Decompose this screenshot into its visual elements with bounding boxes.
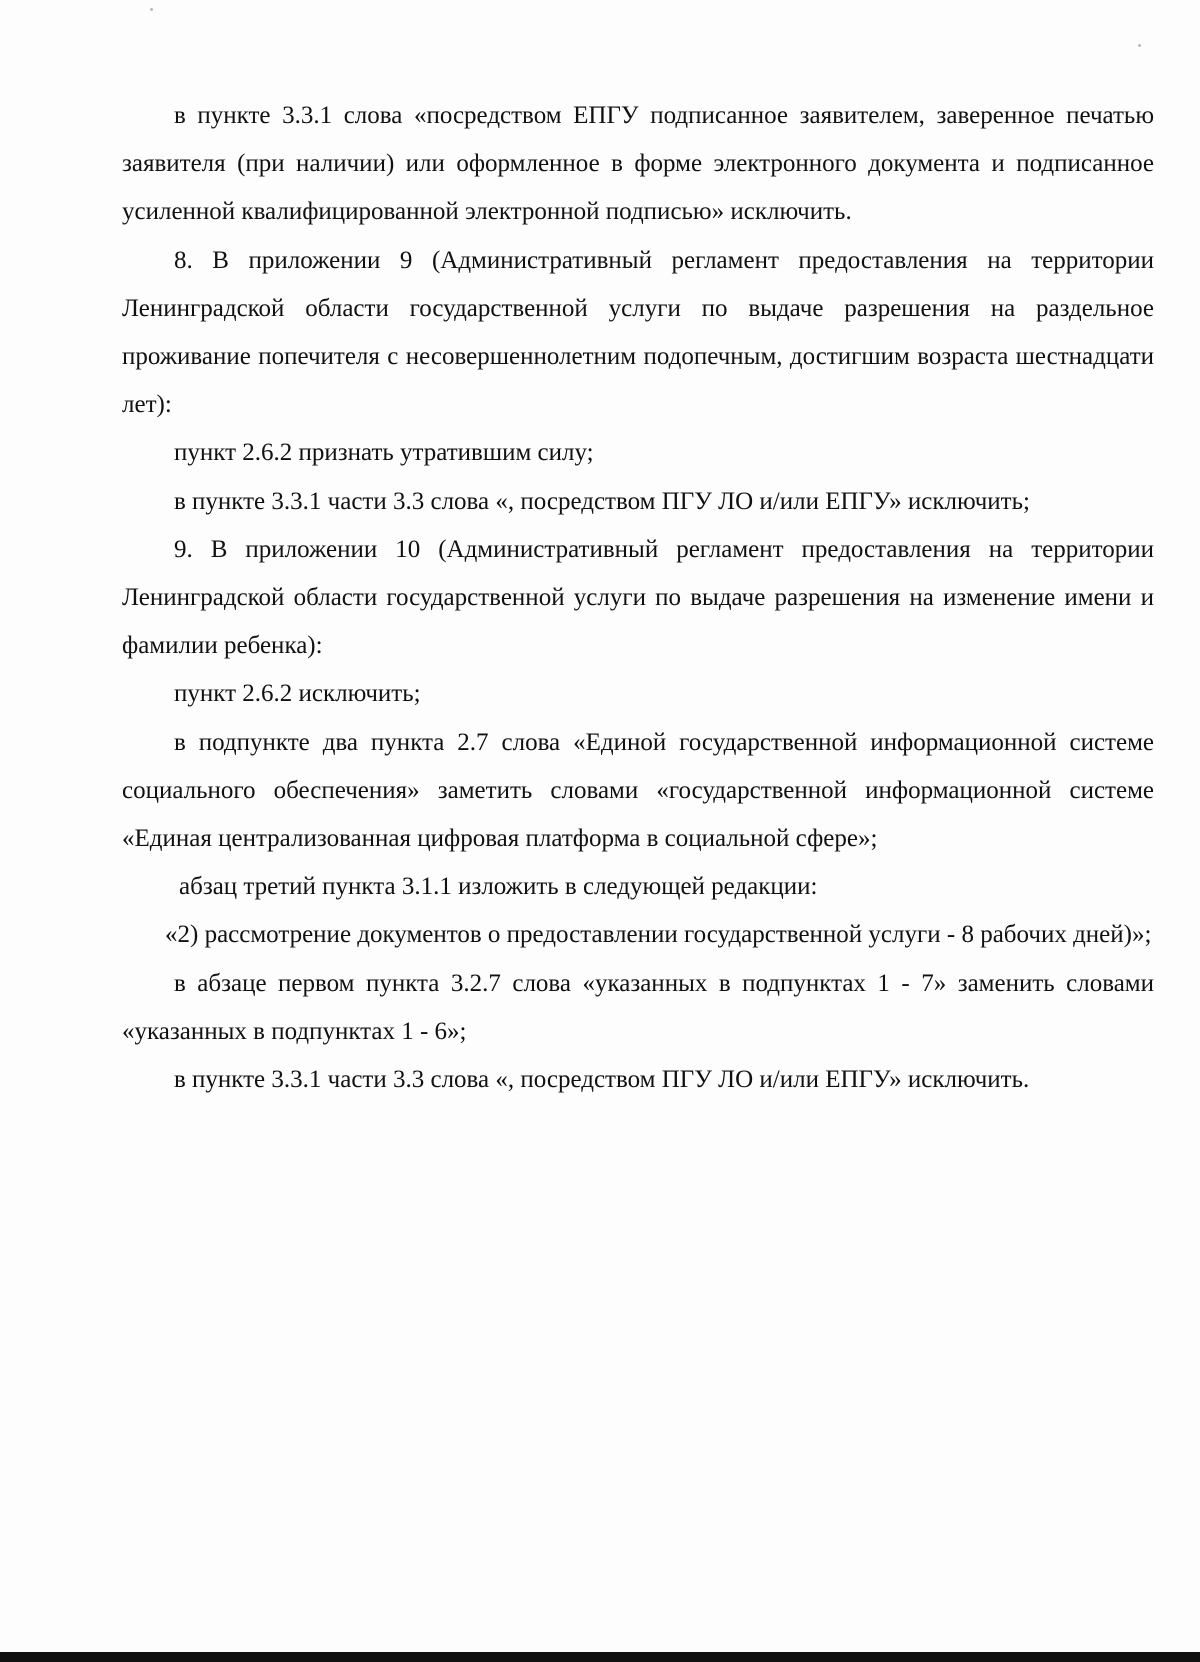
paragraph-item-9-appendix-10: 9. В приложении 10 (Административный регламент предоставления на территории Ленинградской области государственной услуги по выдаче разрешения на изменение имени и фамилии ребенка): <box>122 535 1154 660</box>
paragraph-clause-3-3-1-epgu: в пункте 3.3.1 слова «посредством ЕПГУ подписанное заявителем, заверенное печатью заявителя (при наличии) или оформленное в форме электронного документа и подписанное усиленной квалифицированной электронной подписью» исключить. <box>122 102 1154 226</box>
paragraph-subclause-2-7: в подпункте два пункта 2.7 слова «Единой государственной информационной системе социального обеспечения» заметить словами «государственной информационной системе «Единая централизованная цифровая платформа в социальной сфере»; <box>122 728 1154 853</box>
document-body <box>122 92 1154 1104</box>
paragraph-clause-3-3-1-pgu-lo: в пункте 3.3.1 части 3.3 слова «, посредством ПГУ ЛО и/или ЕПГУ» исключить; <box>174 487 1030 515</box>
paragraph-item-8-appendix-9: 8. В приложении 9 (Административный регламент предоставления на территории Ленинградской области государственной услуги по выдаче разрешения на раздельное проживание попечителя с несовершеннолетним подопечным, достигшим возраста шестнадцати лет): <box>122 246 1154 419</box>
scan-bottom-edge <box>0 1652 1200 1662</box>
paragraph-clause-2-6-2-exclude: пункт 2.6.2 исключить; <box>174 680 421 708</box>
paragraph-clause-3-3-1-final: в пункте 3.3.1 части 3.3 слова «, посредством ПГУ ЛО и/или ЕПГУ» исключить. <box>174 1066 1030 1094</box>
paragraph-clause-3-1-1: абзац третий пункта 3.1.1 изложить в следующей редакции: <box>179 873 818 901</box>
scan-speck <box>1138 44 1141 47</box>
paragraph-clause-2-6-2-void: пункт 2.6.2 признать утратившим силу; <box>174 439 594 467</box>
paragraph-quoted-item-2: «2) рассмотрение документов о предоставлении государственной услуги - 8 рабочих дней)»; <box>165 921 1152 949</box>
paragraph-clause-3-2-7: в абзаце первом пункта 3.2.7 слова «указанных в подпунктах 1 - 7» заменить словами «указанных в подпунктах 1 - 6»; <box>122 969 1154 1045</box>
scan-speck <box>150 8 153 11</box>
